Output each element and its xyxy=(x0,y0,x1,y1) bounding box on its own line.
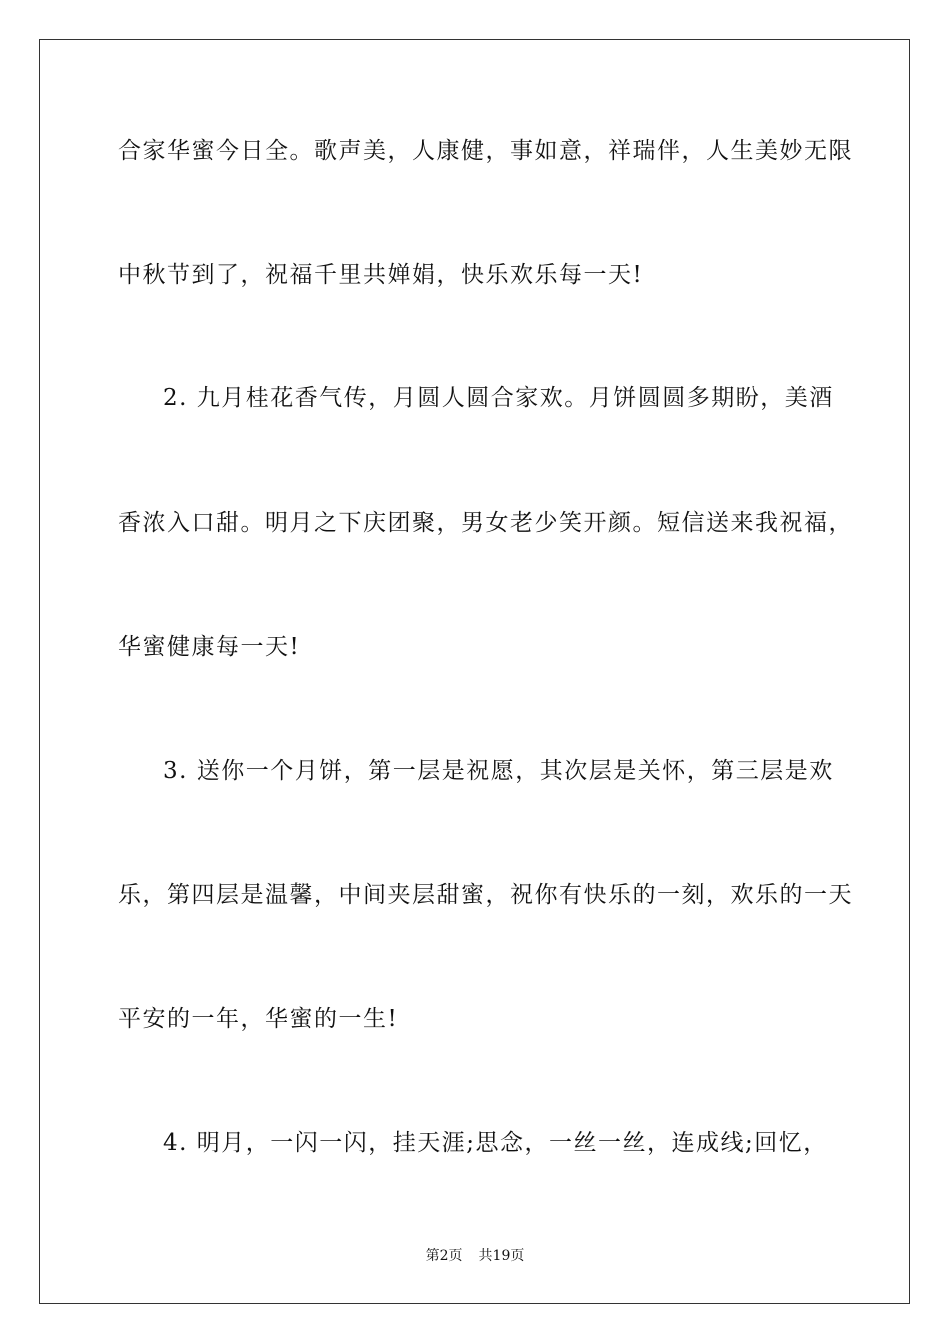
paragraph-item-3: 3. 送你一个月饼，第一层是祝愿，其次层是关怀，第三层是欢 xyxy=(163,758,834,784)
text-line: 华蜜健康每一天! xyxy=(118,634,301,660)
text-line: 中秋节到了，祝福千里共婵娟，快乐欢乐每一天! xyxy=(118,262,644,288)
page-number: 第2页 xyxy=(425,1248,463,1264)
text-line: 香浓入口甜。明月之下庆团聚，男女老少笑开颜。短信送来我祝福， xyxy=(118,510,853,536)
text-line: 乐，第四层是温馨，中间夹层甜蜜，祝你有快乐的一刻，欢乐的一天 xyxy=(118,882,853,908)
total-pages: 共19页 xyxy=(478,1248,525,1264)
page-frame xyxy=(39,39,910,1304)
page-footer xyxy=(0,1246,950,1266)
paragraph-item-4: 4. 明月，一闪一闪，挂天涯;思念，一丝一丝，连成线;回忆， xyxy=(163,1130,828,1156)
text-line: 合家华蜜今日全。歌声美，人康健，事如意，祥瑞伴，人生美妙无限 xyxy=(118,138,853,164)
paragraph-item-2: 2. 九月桂花香气传，月圆人圆合家欢。月饼圆圆多期盼，美酒 xyxy=(163,385,834,411)
text-line: 平安的一年，华蜜的一生! xyxy=(118,1006,399,1032)
